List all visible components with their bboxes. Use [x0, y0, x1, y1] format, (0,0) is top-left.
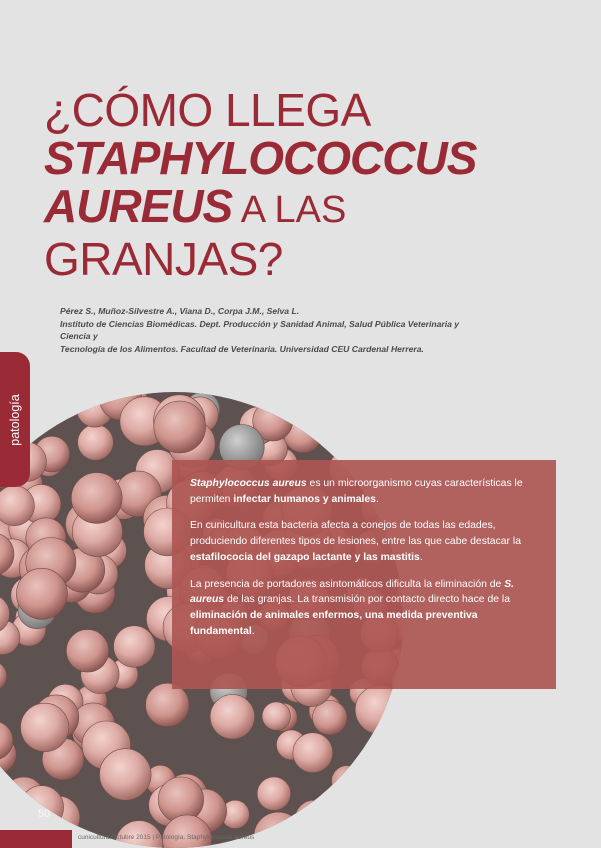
title-line-3: [44, 182, 584, 235]
coccus-cell: [378, 743, 416, 781]
p3-text-a: La presencia de portadores asintomáticos dificulta la eliminación de: [190, 578, 505, 590]
coccus-cell: [262, 702, 290, 730]
p1-end: .: [375, 493, 379, 505]
title-line-2: STAPHYLOCOCCUS: [44, 132, 477, 184]
coccus-cell: [355, 685, 404, 734]
coccus-cell: [78, 425, 114, 461]
author-names: Pérez S., Muñoz-Silvestre A., Viana D., Corpa J.M., Selva L.: [60, 306, 300, 316]
section-side-tab-label: patología: [8, 394, 22, 446]
coccus-cell: [390, 788, 423, 821]
summary-paragraph-3: [190, 577, 530, 640]
coccus-cell: [358, 415, 396, 453]
coccus-cell: [308, 794, 349, 835]
title-line-3-italic: AUREUS: [44, 180, 233, 232]
p3-end: .: [251, 625, 255, 637]
coccus-cell: [284, 414, 323, 453]
footer-bar: [0, 830, 72, 848]
summary-box: [172, 460, 556, 689]
authors-block: [60, 305, 460, 355]
summary-paragraph-1: [190, 476, 530, 507]
coccus-cell: [381, 368, 417, 404]
coccus-cell: [25, 368, 71, 414]
p3-species: S. aureus: [190, 578, 515, 606]
coccus-cell: [114, 626, 156, 668]
coccus-cell: [146, 683, 190, 727]
coccus-cell: [293, 733, 333, 773]
coccus-cell: [154, 401, 206, 453]
coccus-cell: [295, 800, 334, 839]
coccus-cell: [257, 777, 291, 811]
affiliation-line-1: Instituto de Ciencias Biomédicas. Dept. Producción y Sanidad Animal, Salud Pública Veterinaria y Ciencia y: [60, 318, 460, 341]
coccus-cell: [16, 568, 67, 619]
coccus-cell: [380, 735, 430, 785]
coccus-cell: [332, 766, 363, 797]
title-line-3-rest: A LAS: [232, 189, 347, 231]
article-title: [44, 86, 584, 283]
coccus-cell: [71, 473, 122, 524]
coccus-cell: [210, 695, 255, 740]
page-number: 50: [38, 808, 51, 820]
p2-highlight: estafilococia del gazapo lactante y las mastitis: [190, 551, 420, 563]
affiliation-line-2: Tecnología de los Alimentos. Facultad de Veterinaria. Universidad CEU Cardenal Herrera.: [60, 343, 424, 354]
footer-running-text: cunicultura Octubre 2015 | Patología. Staphylococcus aureus: [78, 834, 255, 841]
species-name: Staphylococcus aureus: [190, 478, 307, 489]
p3-highlight: eliminación de animales enfermos, una medida preventiva fundamental: [190, 609, 478, 637]
p2-text: En cunicultura esta bacteria afecta a conejos de todas las edades, produciendo diferentes tipos de lesiones, entre las que cabe destacar la: [190, 520, 521, 548]
p1-highlight: infectar humanos y animales: [233, 493, 376, 505]
coccus-cell: [100, 749, 152, 801]
coccus-cell: [382, 796, 431, 845]
coccus-cell: [297, 398, 335, 436]
coccus-cell: [405, 377, 434, 406]
coccus-cell: [66, 630, 109, 673]
p2-end: .: [419, 551, 423, 563]
title-line-1: ¿CÓMO LLEGA: [44, 84, 371, 136]
summary-paragraph-2: [190, 518, 530, 565]
title-line-4: GRANJAS?: [44, 233, 283, 285]
coccus-cell: [38, 362, 86, 410]
coccus-cell: [353, 812, 390, 848]
coccus-cell: [21, 703, 69, 751]
coccus-cell: [395, 761, 441, 807]
p3-text-b: de las granjas. La transmisión por contacto directo hace de la: [224, 594, 510, 606]
p1-text: es un microorganismo cuyas características le permiten: [190, 478, 523, 505]
